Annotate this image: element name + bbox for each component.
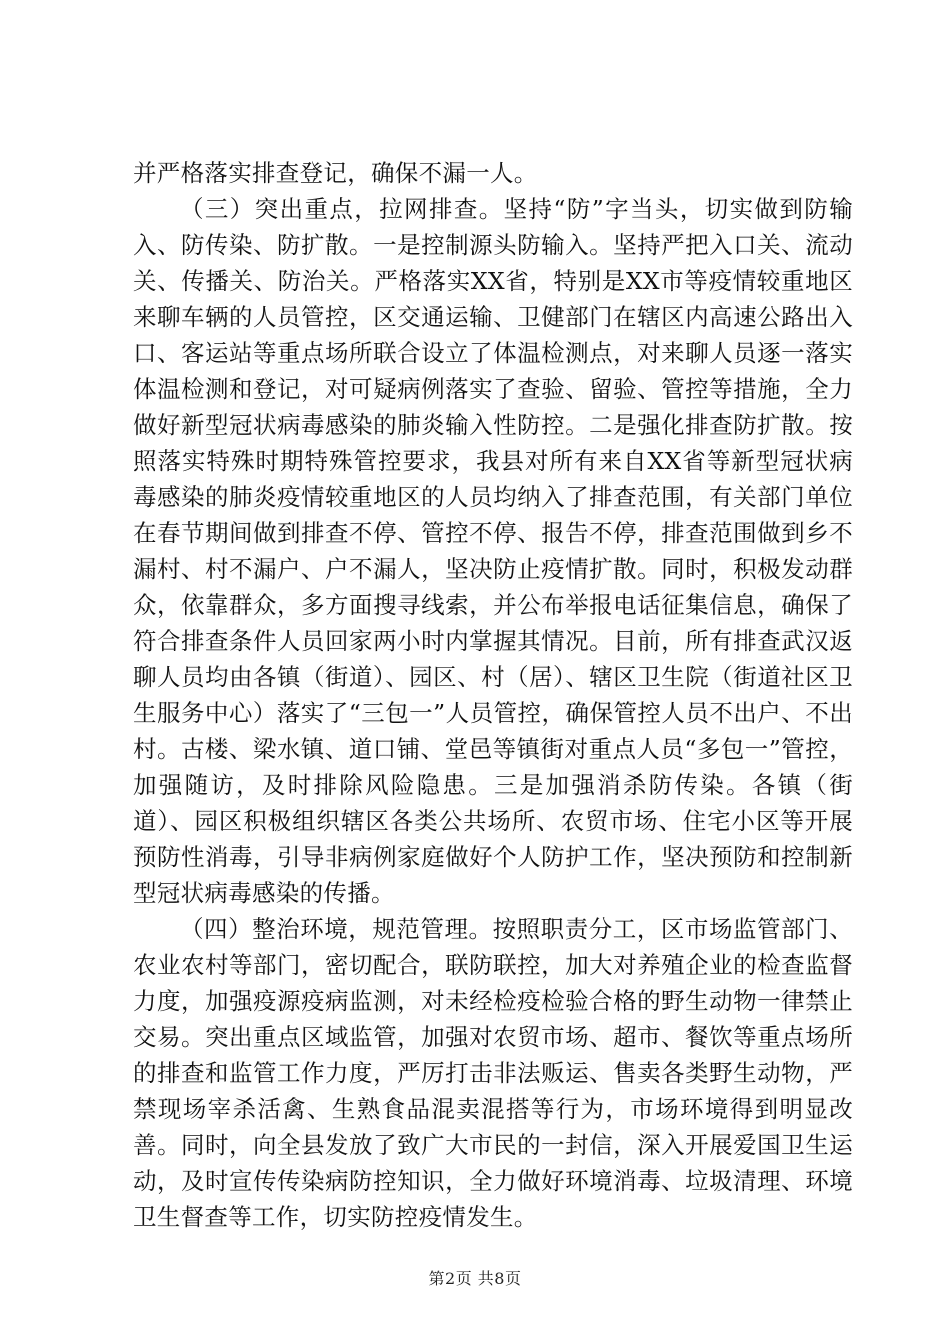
paragraph-continuation: 并严格落实排查登记，确保不漏一人。 (133, 159, 538, 187)
page-number-footer: 第2页 共8页 (428, 1269, 522, 1288)
paragraph-section-three: （三）突出重点，拉网排查。坚持“防”字当头，切实做到防输入、防传染、防扩散。一是控制源头防输入。坚持严把入口关、流动关、传播关、防治关。严格落实XX省，特别是XX市等疫情较重地区来聊车辆的人员管控，区交通运输、卫健部门在辖区内高速公路出入口、客运站等重点场所联合设立了体温检测点，对来聊人员逐一落实体温检测和登记，对可疑病例落实了查验、留验、管控等措施，全力做好新型冠状病毒感染的肺炎输入性防控。二是强化排查防扩散。按照落实特殊时期特殊管控要求，我县对所有来自XX省等新型冠状病毒感染的肺炎疫情较重地区的人员均纳入了排查范围，有关部门单位在春节期间做到排查不停、管控不停、报告不停，排查范围做到乡不漏村、村不漏户、户不漏人，坚决防止疫情扩散。同时，积极发动群众，依靠群众，多方面搜寻线索，并公布举报电话征集信息，确保了符合排查条件人员回家两小时内掌握其情况。目前，所有排查武汉返聊人员均由各镇（街道）、园区、村（居）、辖区卫生院（街道社区卫生服务中心）落实了“三包一”人员管控，确保管控人员不出户、不出村。古楼、梁水镇、道口铺、堂邑等镇街对重点人员“多包一”管控，加强随访，及时排除风险隐患。三是加强消杀防传染。各镇（街道）、园区积极组织辖区各类公共场所、农贸市场、住宅小区等开展预防性消毒，引导非病例家庭做好个人防护工作，坚决预防和控制新型冠状病毒感染的传播。 (133, 195, 853, 907)
paragraph-section-four: （四）整治环境，规范管理。按照职责分工，区市场监管部门、农业农村等部门，密切配合，联防联控，加大对养殖企业的检查监督力度，加强疫源疫病监测，对未经检疫检验合格的野生动物一律禁止交易。突出重点区域监管，加强对农贸市场、超市、餐饮等重点场所的排查和监管工作力度，严厉打击非法贩运、售卖各类野生动物，严禁现场宰杀活禽、生熟食品混卖混搭等行为，市场环境得到明显改善。同时，向全县发放了致广大市民的一封信，深入开展爱国卫生运动，及时宣传传染病防控知识，全力做好环境消毒、垃圾清理、环境卫生督查等工作，切实防控疫情发生。 (133, 915, 853, 1231)
document-body (133, 155, 853, 1235)
